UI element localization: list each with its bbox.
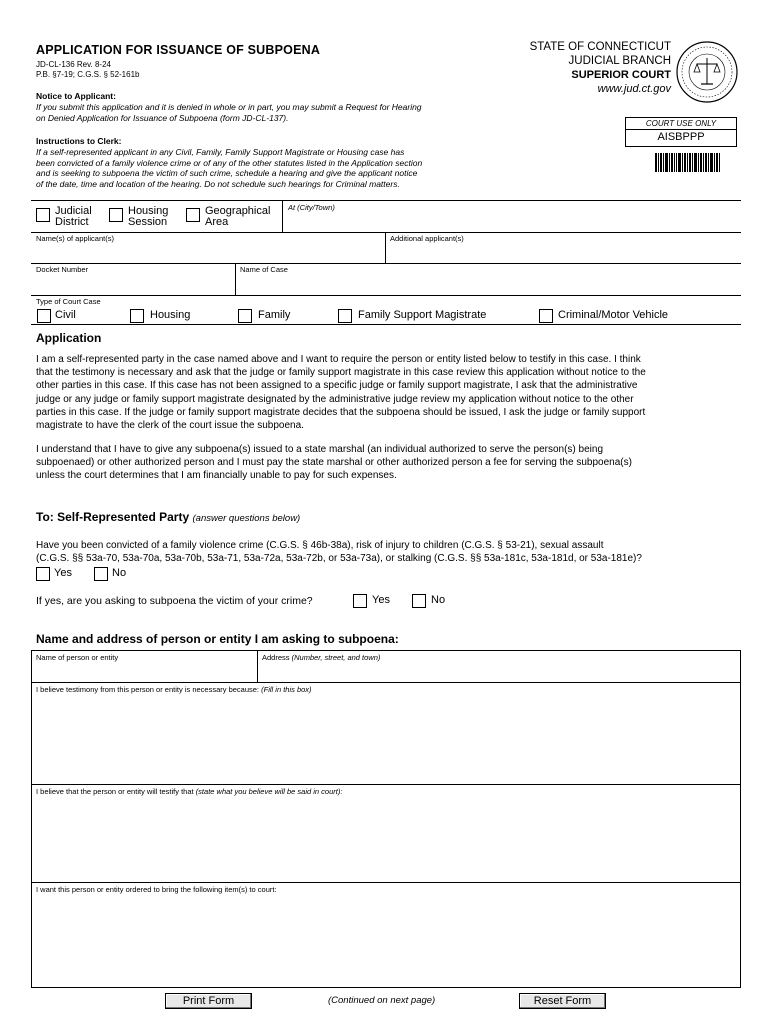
clerk-line: been convicted of a family violence crime or of any of the other statutes listed in the Application section [36, 157, 423, 168]
victim-no-checkbox[interactable] [412, 594, 426, 608]
notice-line: on Denied Application for Issuance of Subpoena (form JD-CL-137). [36, 112, 289, 123]
family-support-magistrate-checkbox[interactable] [338, 309, 352, 323]
print-form-button[interactable]: Print Form [165, 993, 252, 1009]
paragraph-line: judge or any judge or family support magistrate designated by the administrative judge review my application without notice to the other [36, 393, 634, 405]
website: www.jud.ct.gov [597, 83, 671, 95]
paragraph-line: unless the court determines that I am financially unable to pay for such expenses. [36, 470, 397, 482]
address-label [262, 653, 380, 662]
divider [31, 200, 741, 201]
divider [235, 263, 236, 295]
conviction-no-label: No [112, 567, 127, 579]
address-label-text: Address [262, 653, 290, 662]
civil-label: Civil [55, 309, 76, 321]
subpoena-heading: Name and address of person or entity I am asking to subpoena: [36, 632, 399, 646]
court-use-code: AISBPPP [625, 129, 737, 147]
housing-checkbox[interactable] [130, 309, 144, 323]
barcode-icon [655, 153, 720, 172]
paragraph-line: magistrate to have the clerk of the court issue the subpoena. [36, 420, 304, 432]
judicial-district-checkbox[interactable] [36, 208, 50, 222]
items-to-bring-label: I want this person or entity ordered to bring the following item(s) to court: [36, 885, 277, 894]
paragraph-line: subpoenaed) or other authorized person and I must pay the state marshal or other authorized person a fee for serving the subpoena(s) [36, 457, 632, 469]
self-rep-note: (answer questions below) [192, 513, 301, 524]
paragraph-line: parties in this case. If the judge or family support magistrate decides that the subpoena should be issued, I ask the judge or family support [36, 406, 646, 418]
docket-number-input[interactable] [33, 275, 233, 293]
divider [31, 232, 741, 233]
person-name-label: Name of person or entity [36, 653, 119, 662]
person-name-input[interactable] [34, 663, 254, 680]
court-case-type-label: Type of Court Case [36, 297, 101, 306]
docket-number-label: Docket Number [36, 265, 89, 274]
label-line: Geographical [205, 205, 271, 217]
victim-yes-checkbox[interactable] [353, 594, 367, 608]
clerk-line: If a self-represented applicant in any Civil, Family, Family Support Magistrate or Housing case has [36, 147, 405, 157]
divider [31, 784, 740, 785]
applicants-label: Name(s) of applicant(s) [36, 234, 114, 243]
continued-note: (Continued on next page) [328, 995, 436, 1006]
testify-label-note: (state what you believe will be said in court): [195, 787, 343, 796]
testify-that-label [36, 787, 342, 796]
family-support-magistrate-label: Family Support Magistrate [358, 309, 487, 321]
additional-applicants-input[interactable] [388, 244, 738, 262]
court-name: SUPERIOR COURT [571, 69, 671, 81]
self-rep-heading [36, 510, 300, 524]
divider [257, 650, 258, 682]
clerk-heading: Instructions to Clerk: [36, 136, 122, 146]
paragraph-line: that the testimony is necessary and ask that the judge or family support magistrate in this case review this application without notice to the [36, 367, 646, 379]
city-town-input[interactable] [284, 212, 734, 230]
clerk-line: and is seeking to subpoena the victim of such crime, schedule a hearing and give the applicant notice [36, 168, 418, 178]
divider [282, 200, 283, 232]
case-name-input[interactable] [238, 275, 738, 293]
items-to-bring-input[interactable] [34, 896, 737, 984]
paragraph-line: other parties in this case. If this case has not been assigned to a specific judge or family support magistrate, I ask that the administrative [36, 380, 638, 392]
conviction-yes-label: Yes [54, 567, 72, 579]
housing-session-checkbox[interactable] [109, 208, 123, 222]
testimony-necessary-input[interactable] [34, 696, 737, 782]
at-city-label: At (City/Town) [288, 203, 335, 212]
divider [31, 324, 741, 325]
case-name-label: Name of Case [240, 265, 288, 274]
label-line: Session [128, 216, 168, 228]
applicants-input[interactable] [33, 244, 383, 262]
geographical-area-checkbox[interactable] [186, 208, 200, 222]
divider [31, 682, 740, 683]
application-paragraph-1 [36, 353, 746, 432]
testimony-label-text: I believe testimony from this person or entity is necessary because: [36, 685, 260, 694]
label-line: Area [205, 216, 229, 228]
state-name: STATE OF CONNECTICUT [529, 41, 671, 53]
application-paragraph-2 [36, 443, 746, 483]
clerk-line: of the date, time and location of the hearing. Do not schedule such hearings for Criminal matters. [36, 178, 400, 189]
divider [31, 263, 741, 264]
reset-form-button[interactable]: Reset Form [519, 993, 606, 1009]
divider [31, 295, 741, 296]
conviction-no-checkbox[interactable] [94, 567, 108, 581]
notice-text [36, 102, 536, 123]
housing-session-label [128, 206, 168, 228]
victim-yes-label: Yes [372, 594, 390, 606]
housing-label: Housing [150, 309, 191, 321]
victim-no-label: No [431, 594, 446, 606]
statute-reference: P.B. §7-19; C.G.S. § 52-161b [36, 70, 140, 79]
judicial-seal-icon [675, 40, 739, 104]
label-line: Housing [128, 205, 169, 217]
self-rep-title: To: Self-Represented Party [36, 510, 190, 524]
clerk-text [36, 147, 576, 189]
criminal-checkbox[interactable] [539, 309, 553, 323]
branch-name: JUDICIAL BRANCH [568, 55, 671, 67]
geographical-area-label [205, 206, 270, 228]
judicial-district-label [55, 206, 92, 228]
paragraph-line: I understand that I have to give any subpoena(s) issued to a state marshal (an individual authorized to serve the person(s) being [36, 444, 604, 455]
testimony-necessary-label [36, 685, 312, 694]
form-title: APPLICATION FOR ISSUANCE OF SUBPOENA [36, 43, 321, 57]
form-number: JD-CL-136 Rev. 8-24 [36, 60, 111, 69]
family-checkbox[interactable] [238, 309, 252, 323]
label-line: District [55, 216, 89, 228]
divider [31, 882, 740, 883]
question-line: Have you been convicted of a family violence crime (C.G.S. § 46b-38a), risk of injury to children (C.G.S. § 53-21), sexual assault [36, 540, 604, 551]
additional-applicants-label: Additional applicant(s) [390, 234, 464, 243]
conviction-question [36, 539, 756, 565]
address-label-note: (Number, street, and town) [291, 653, 381, 662]
civil-checkbox[interactable] [37, 309, 51, 323]
question-line: (C.G.S. §§ 53a-70, 53a-70a, 53a-70b, 53a-71, 53a-72a, 53a-72b, or 53a-73a), or stalking (C.G.S. §§ 53a-181c, 53a-181d, or 53a-181e)? [36, 553, 642, 565]
victim-question: If yes, are you asking to subpoena the victim of your crime? [36, 595, 313, 607]
label-line: Judicial [55, 205, 92, 217]
court-use-label: COURT USE ONLY [625, 117, 737, 130]
notice-line: If you submit this application and it is denied in whole or in part, you may submit a Request for Hearing [36, 102, 422, 112]
testify-that-input[interactable] [34, 798, 737, 880]
court-header [530, 40, 671, 96]
family-label: Family [258, 309, 291, 321]
conviction-yes-checkbox[interactable] [36, 567, 50, 581]
address-input[interactable] [260, 663, 736, 680]
testify-label-text: I believe that the person or entity will testify that [36, 787, 194, 796]
notice-heading: Notice to Applicant: [36, 91, 116, 101]
application-heading: Application [36, 331, 102, 345]
paragraph-line: I am a self-represented party in the case named above and I want to require the person or entity listed below to testify in this case. I think [36, 354, 641, 365]
testimony-label-note: (Fill in this box) [261, 685, 312, 694]
criminal-label: Criminal/Motor Vehicle [558, 309, 669, 321]
divider [385, 232, 386, 264]
